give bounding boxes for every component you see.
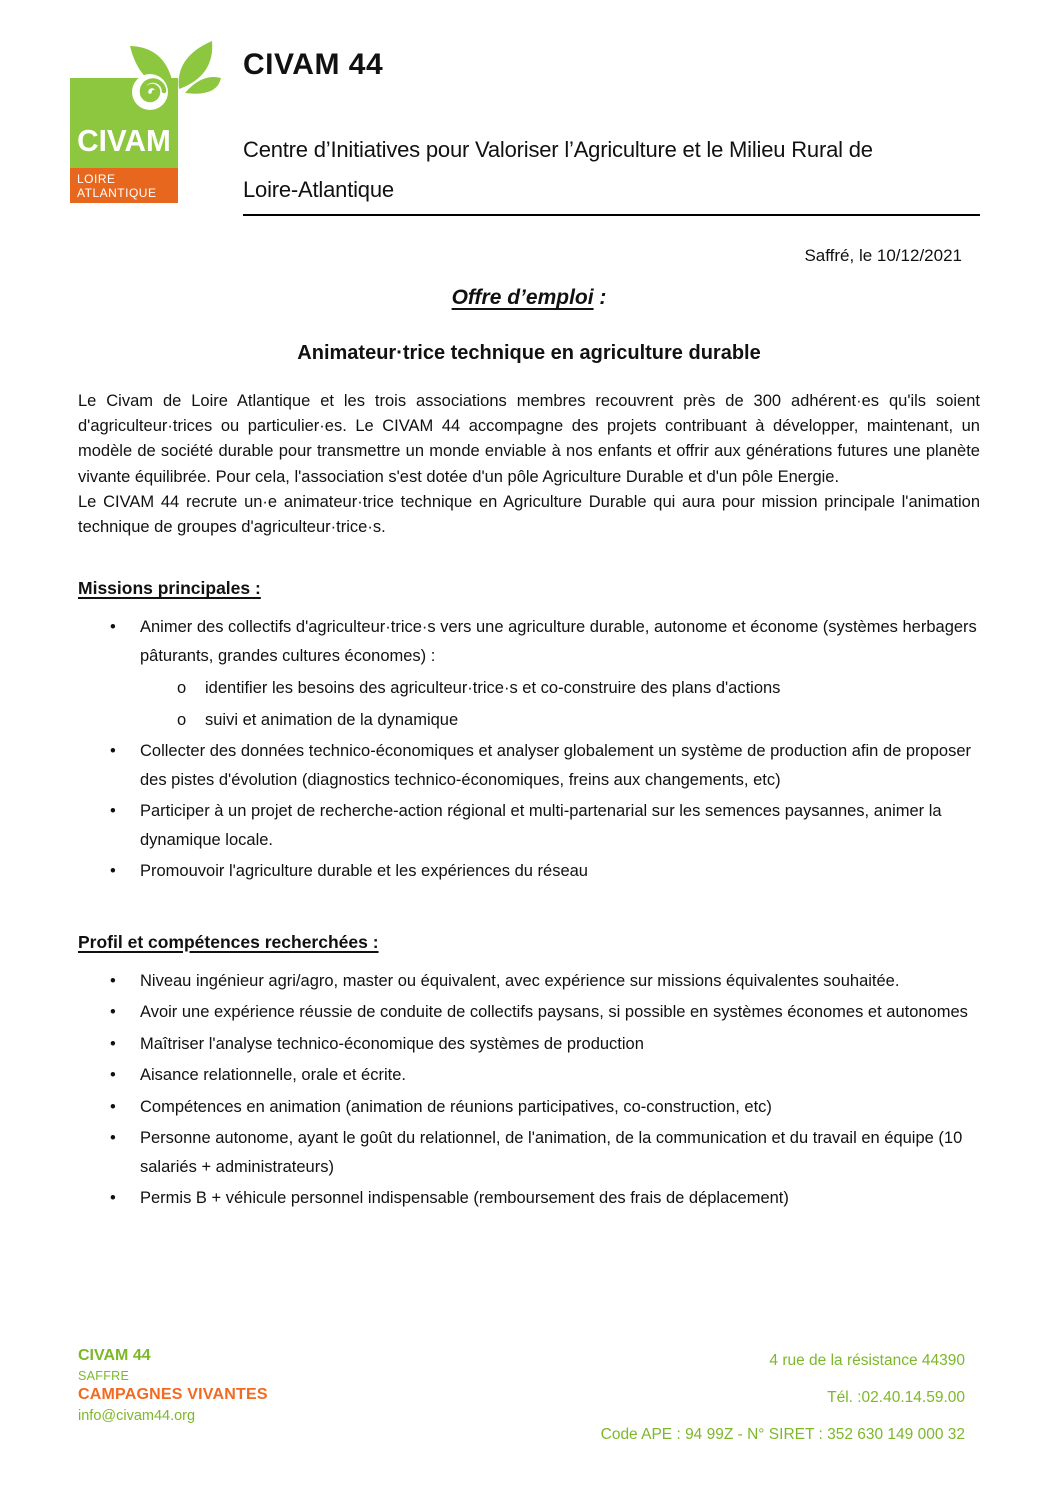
list-item-text: Collecter des données technico-économiques et analyser globalement un système de production afin de proposer des pistes d'évolution (diagnostics technico-économiques, freins aux changements, etc) (140, 742, 972, 789)
footer-siret: Code APE : 94 99Z - N° SIRET : 352 630 149 000 32 (600, 1426, 965, 1443)
list-item-text: Animer des collectifs d'agriculteur·trice·s vers une agriculture durable, autonome et économe (systèmes herbagers pâturants, grandes cultures économes) : (140, 618, 977, 665)
org-subtitle-line1: Centre d’Initiatives pour Valoriser l’Agriculture et le Milieu Rural de (243, 137, 873, 162)
org-subtitle-line2: Loire-Atlantique (243, 177, 394, 202)
list-item-text: Avoir une expérience réussie de conduite de collectifs paysans, si possible en systèmes économes et autonomes (140, 1003, 968, 1022)
list-item-text: Personne autonome, ayant le goût du relationnel, de l'animation, de la communication et du travail en équipe (10 salariés + administrateurs) (140, 1129, 963, 1176)
sub-list-item (140, 674, 980, 703)
logo-region-band (70, 168, 178, 203)
sub-list-item (140, 706, 980, 735)
list-item-text: Promouvoir l'agriculture durable et les expériences du réseau (140, 862, 588, 881)
civam-logo (70, 78, 178, 203)
footer-org-name: CIVAM 44 (78, 1347, 151, 1364)
list-item (78, 967, 980, 996)
footer-email: info@civam44.org (78, 1407, 196, 1424)
logo-region-line2: ATLANTIQUE (77, 186, 157, 200)
section-heading-profil: Profil et compétences recherchées : (78, 931, 379, 952)
list-item (78, 1093, 980, 1122)
org-title: CIVAM 44 (243, 48, 384, 81)
job-title: Animateur·trice technique en agriculture durable (297, 342, 761, 364)
logo-square (70, 78, 178, 203)
document-title-colon: : (593, 286, 607, 309)
document-title-text: Offre d’emploi (451, 286, 594, 309)
list-item (78, 737, 980, 794)
document-body (78, 246, 980, 1216)
section-heading-missions: Missions principales : (78, 578, 261, 599)
sub-list-item-text: identifier les besoins des agriculteur·trice·s et co-construire des plans d'actions (205, 679, 781, 698)
list-item (78, 1030, 980, 1059)
footer-city: SAFFRE (78, 1369, 130, 1383)
dateline: Saffré, le 10/12/2021 (804, 246, 962, 265)
sub-list-item-text: suivi et animation de la dynamique (205, 710, 459, 729)
sub-list (140, 674, 980, 734)
org-subtitle (243, 130, 980, 216)
list-item-text: Permis B + véhicule personnel indispensable (remboursement des frais de déplacement) (140, 1189, 789, 1208)
footer-right (601, 1350, 965, 1461)
footer-address: 4 rue de la résistance 44390 (769, 1352, 965, 1369)
list-item (78, 1061, 980, 1090)
list-item (78, 613, 980, 734)
missions-list (78, 613, 980, 886)
list-item (78, 998, 980, 1027)
footer-phone: Tél. :02.40.14.59.00 (827, 1389, 965, 1406)
intro-paragraph: Le Civam de Loire Atlantique et les trois associations membres recouvrent près de 300 adhérent·es qu'ils soient d'agriculteur·trices ou particulier·es. Le CIVAM 44 accompagne des projets contribuant à développer, maintenant, un modèle de société durable pour transmettre un monde enviable à nos enfants et offrir aux générations futures une planète vivante équilibrée. Pour cela, l'association s'est dotée d'un pôle Agriculture Durable et d'un pôle Energie. (78, 392, 980, 486)
logo-wordmark: CIVAM (77, 123, 171, 158)
intro-paragraph: Le CIVAM 44 recrute un·e animateur·trice technique en Agriculture Durable qui aura pour mission principale l'animation technique de groupes d'agriculteur·trice·s. (78, 492, 980, 537)
list-item-text: Compétences en animation (animation de réunions participatives, co-construction, etc) (140, 1097, 772, 1116)
list-item (78, 1184, 980, 1213)
spiral-icon (131, 72, 169, 110)
document-title (78, 286, 980, 310)
list-item (78, 857, 980, 886)
footer-slogan: CAMPAGNES VIVANTES (78, 1385, 268, 1403)
logo-region-line1: LOIRE (77, 172, 116, 186)
list-item (78, 1124, 980, 1181)
list-item-text: Participer à un projet de recherche-action régional et multi-partenarial sur les semences paysannes, animer la dynamique locale. (140, 802, 942, 849)
list-item (78, 797, 980, 854)
list-item-text: Aisance relationnelle, orale et écrite. (140, 1066, 406, 1085)
list-item-text: Niveau ingénieur agri/agro, master ou équivalent, avec expérience sur missions équivalentes souhaitée. (140, 971, 900, 990)
footer-left (78, 1348, 268, 1423)
profil-list (78, 967, 980, 1213)
list-item-text: Maîtriser l'analyse technico-économique des systèmes de production (140, 1034, 644, 1053)
